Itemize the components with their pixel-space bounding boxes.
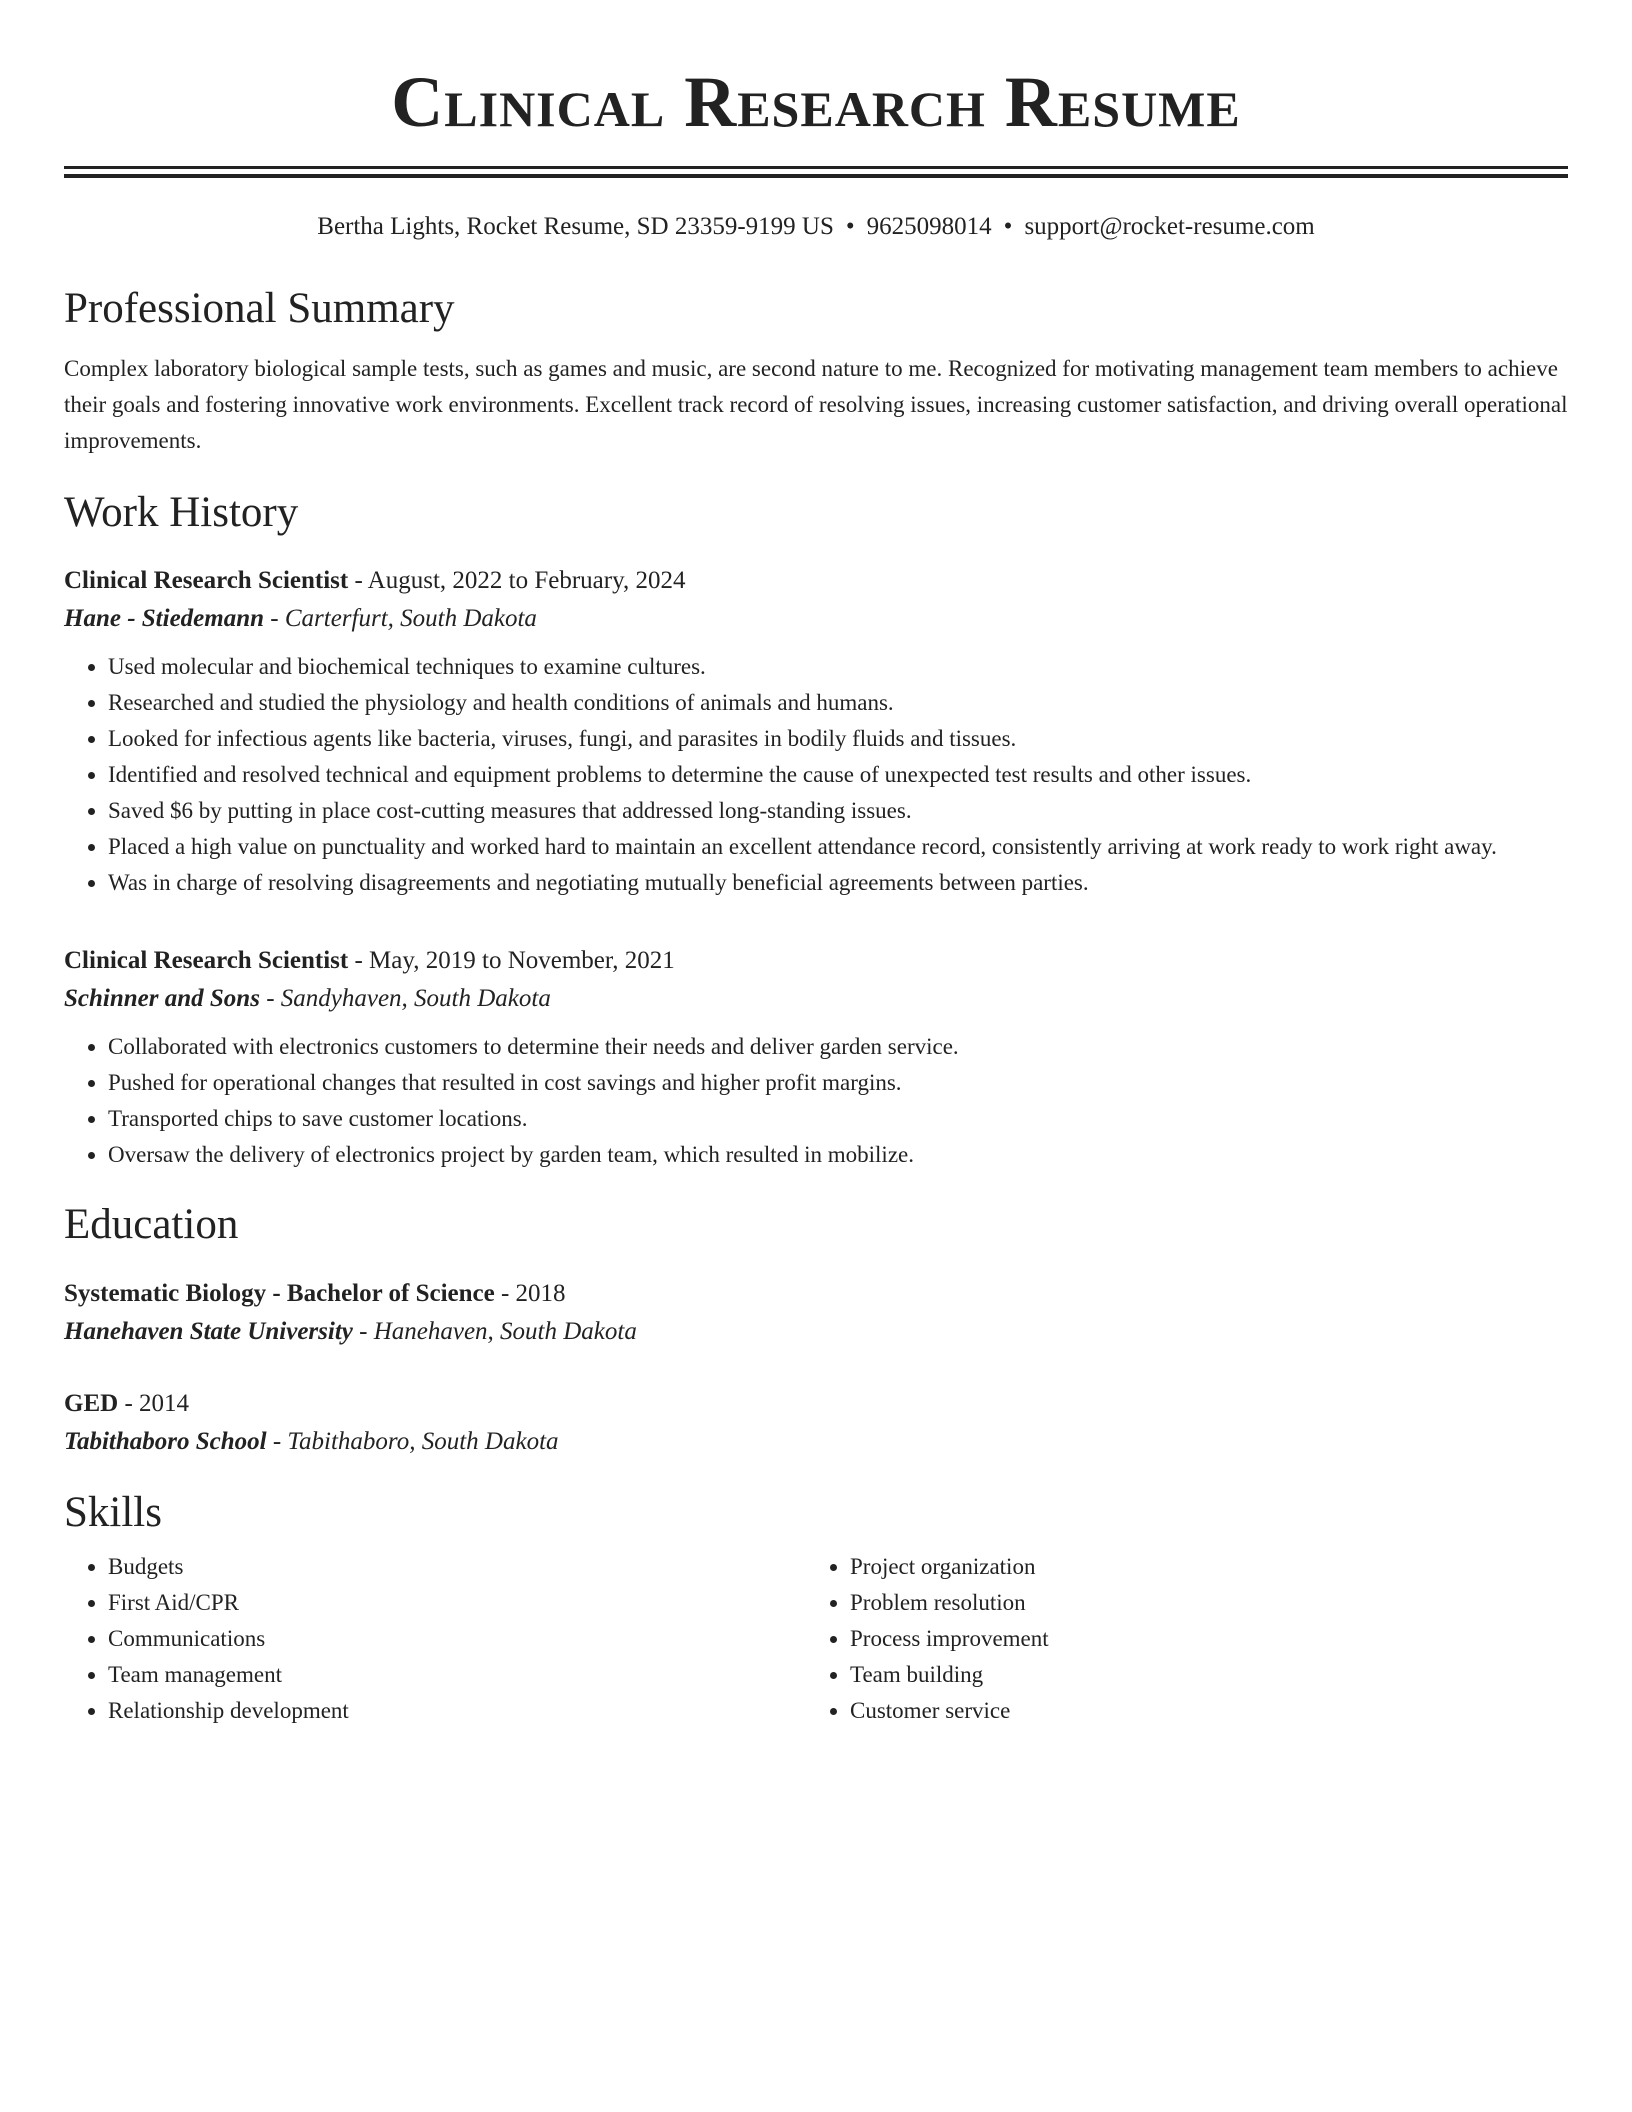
contact-separator: •	[845, 213, 855, 240]
education-heading: Education	[64, 1201, 239, 1248]
list-item: • Saved $6 by putting in place cost-cutting measures that addressed long-standing issues.	[108, 793, 1568, 829]
job-company: Schinner and Sons	[64, 985, 260, 1012]
degree-line	[64, 1385, 1568, 1423]
skill-item: • Communications	[108, 1621, 806, 1657]
summary-text: Complex laboratory biological sample tests, such as games and music, are second nature to me. Recognized for motivating management team members to achieve their goals and fostering innovative work environments. Excellent track record of resolving issues, increasing customer satisfaction, and driving overall operational improvements.	[64, 356, 1568, 453]
contact-line	[64, 211, 1568, 243]
skill-item: • Customer service	[850, 1693, 1548, 1729]
skills-heading: Skills	[64, 1489, 162, 1536]
work-history-section	[64, 487, 1568, 1173]
list-item: • Researched and studied the physiology and health conditions of animals and humans.	[108, 685, 1568, 721]
skills-list-left	[64, 1549, 806, 1729]
list-item: • Was in charge of resolving disagreements and negotiating mutually beneficial agreements between parties.	[108, 865, 1568, 901]
summary-section	[64, 283, 1568, 459]
skill-item: • First Aid/CPR	[108, 1585, 806, 1621]
title-divider-bottom	[64, 174, 1568, 178]
job-bullets	[64, 649, 1568, 901]
list-item: • Placed a high value on punctuality and worked hard to maintain an excellent attendance record, consistently arriving at work ready to work right away.	[108, 829, 1568, 865]
job-dates: - August, 2022 to February, 2024	[348, 567, 686, 594]
skill-item: • Budgets	[108, 1549, 806, 1585]
skills-list-right	[806, 1549, 1548, 1729]
job-entry	[64, 943, 1568, 1173]
skill-item: • Process improvement	[850, 1621, 1548, 1657]
job-company-line	[64, 599, 1568, 639]
list-item: • Collaborated with electronics customers to determine their needs and deliver garden service.	[108, 1029, 1568, 1065]
education-entry	[64, 1275, 1568, 1351]
job-title: Clinical Research Scientist	[64, 947, 349, 974]
job-company: Hane - Stiedemann	[64, 605, 265, 632]
summary-heading: Professional Summary	[64, 285, 455, 332]
job-entry	[64, 563, 1568, 901]
skill-item: • Team management	[108, 1657, 806, 1693]
list-item: • Oversaw the delivery of electronics project by garden team, which resulted in mobilize.	[108, 1137, 1568, 1173]
title-divider-top	[64, 166, 1568, 169]
job-location: - Carterfurt, South Dakota	[264, 605, 537, 632]
school-location: - Tabithaboro, South Dakota	[266, 1428, 559, 1455]
list-item: • Used molecular and biochemical techniques to examine cultures.	[108, 649, 1568, 685]
list-item: • Transported chips to save customer locations.	[108, 1101, 1568, 1137]
school-name: Hanehaven State University	[64, 1318, 353, 1345]
school-location: - Hanehaven, South Dakota	[352, 1318, 637, 1345]
skill-item: • Project organization	[850, 1549, 1548, 1585]
graduation-year: - 2014	[118, 1390, 190, 1417]
degree: Systematic Biology - Bachelor of Science	[64, 1280, 495, 1307]
job-role-line	[64, 943, 1568, 979]
job-role-line	[64, 563, 1568, 599]
degree: GED	[64, 1390, 119, 1417]
degree-line	[64, 1275, 1568, 1313]
list-item: • Looked for infectious agents like bacteria, viruses, fungi, and parasites in bodily fluids and tissues.	[108, 721, 1568, 757]
contact-address: Bertha Lights, Rocket Resume, SD 23359-9199 US	[317, 213, 834, 240]
skill-item: • Team building	[850, 1657, 1548, 1693]
job-location: - Sandyhaven, South Dakota	[259, 985, 551, 1012]
school-line	[64, 1423, 1568, 1461]
job-dates: - May, 2019 to November, 2021	[348, 947, 675, 974]
skill-item: • Relationship development	[108, 1693, 806, 1729]
job-title: Clinical Research Scientist	[64, 567, 349, 594]
work-history-heading: Work History	[64, 489, 299, 536]
skills-columns	[64, 1549, 1568, 1729]
school-line	[64, 1313, 1568, 1351]
job-company-line	[64, 979, 1568, 1019]
contact-separator: •	[1003, 213, 1013, 240]
contact-email: support@rocket-resume.com	[1024, 213, 1315, 240]
list-item: • Identified and resolved technical and equipment problems to determine the cause of unexpected test results and other issues.	[108, 757, 1568, 793]
skill-item: • Problem resolution	[850, 1585, 1548, 1621]
job-bullets	[64, 1029, 1568, 1173]
skills-section	[64, 1487, 1568, 1729]
page-title: Clinical Research Resume	[391, 62, 1241, 142]
school-name: Tabithaboro School	[64, 1428, 267, 1455]
list-item: • Pushed for operational changes that resulted in cost savings and higher profit margins.	[108, 1065, 1568, 1101]
education-section	[64, 1199, 1568, 1461]
graduation-year: - 2018	[494, 1280, 566, 1307]
contact-phone: 9625098014	[866, 213, 992, 240]
education-entry	[64, 1385, 1568, 1461]
